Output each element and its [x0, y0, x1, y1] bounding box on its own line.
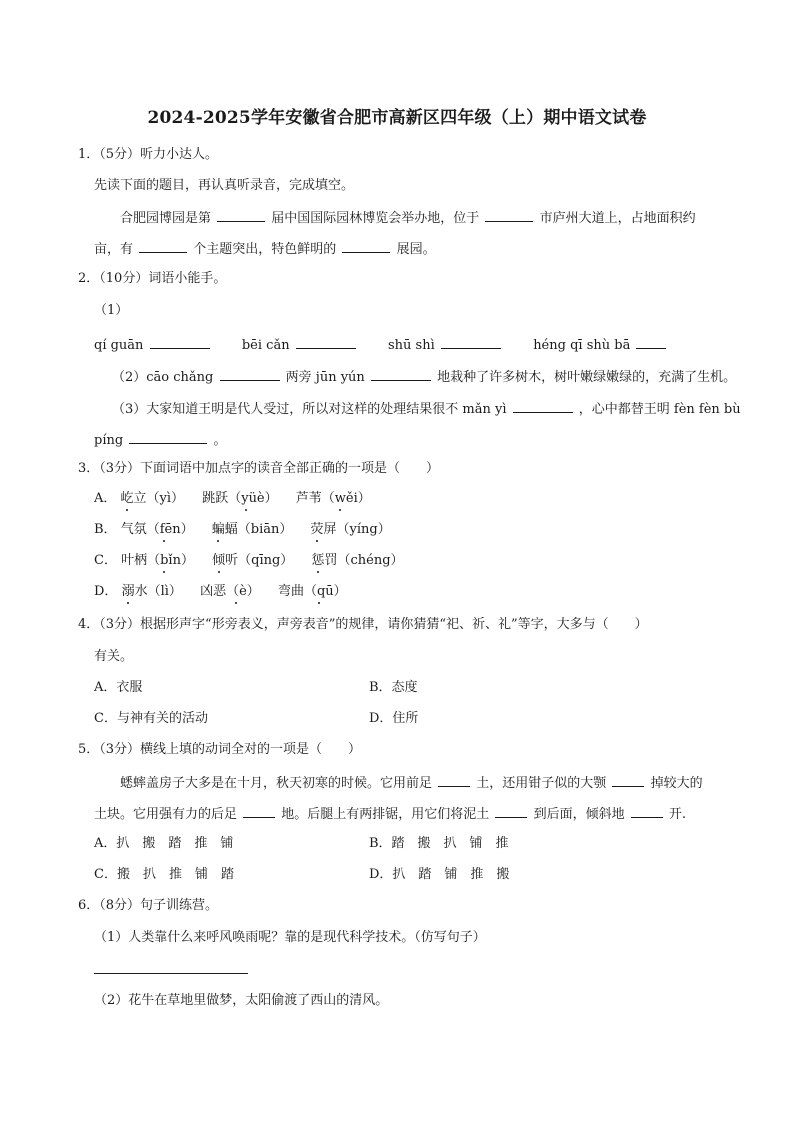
text-segment: （3）大家知道王明是代人受过，所以对这样的处理结果很不 mǎn yì — [112, 402, 507, 417]
question-1-heading: 1．（5分）听力小达人。 — [78, 147, 219, 162]
text-segment: píng — [94, 433, 124, 448]
option-word: 芦 — [295, 491, 309, 506]
option-word: 跳 — [202, 491, 216, 506]
answer-blank[interactable] — [438, 774, 470, 787]
option-word: 屏（yíng） — [323, 522, 391, 537]
option-c[interactable]: C．与神有关的活动 — [94, 711, 208, 726]
question-6-sub-1: （1）人类靠什么来呼风唤雨呢？靠的是现代科学技术。（仿写句子） — [94, 930, 486, 945]
text-segment: 市庐州大道上，占地面积约 — [539, 211, 696, 226]
text-segment: 届中国国际园林博览会举办地，位于 — [271, 211, 480, 226]
option-d[interactable]: D．住所 — [369, 711, 419, 726]
question-2-sub-1: （1） — [94, 303, 129, 318]
question-5-heading: 5．（3分）横线上填的动词全对的一项是（ ） — [78, 742, 362, 757]
option-label: A． — [94, 491, 117, 506]
option-word: 听（qīng） — [225, 553, 294, 568]
text-segment: 开. — [668, 807, 687, 822]
pinyin-prompt: qí guān — [94, 338, 144, 353]
option-word: 立（yì） — [133, 491, 185, 506]
option-word: 弯 — [277, 584, 291, 599]
text-segment: ，心中都替王明 fèn fèn bù — [578, 402, 741, 417]
dotted-char: 溺 — [121, 584, 135, 599]
question-6-heading: 6．（8分）句子训练营。 — [78, 898, 219, 913]
text-segment: 土，还用钳子似的大颚 — [476, 776, 607, 791]
text-segment: 展园。 — [396, 242, 436, 257]
dotted-char: 氛（fēn） — [133, 522, 194, 537]
text-segment: 掉较大的 — [650, 776, 703, 791]
pinyin-prompt: bēi cǎn — [241, 338, 290, 353]
option-word: 凶 — [200, 584, 214, 599]
question-3-heading: 3．（3分）下面词语中加点字的读音全部正确的一项是（ ） — [78, 461, 440, 476]
question-2-sub-2 — [112, 368, 736, 386]
answer-blank[interactable] — [495, 805, 527, 818]
answer-blank[interactable] — [150, 336, 210, 349]
dotted-char: 曲（qū） — [290, 584, 347, 599]
option-a[interactable] — [94, 491, 371, 507]
answer-blank[interactable] — [217, 209, 265, 222]
answer-blank[interactable] — [296, 336, 356, 349]
option-c[interactable] — [94, 553, 404, 569]
option-b[interactable] — [94, 522, 391, 538]
question-5-passage-1 — [120, 774, 703, 792]
dotted-char: 跃（yüè） — [215, 491, 278, 506]
text-segment: 个主题突出，特色鲜明的 — [193, 242, 337, 257]
answer-blank[interactable] — [371, 368, 431, 381]
option-label: C． — [94, 553, 117, 568]
question-1-instruction: 先读下面的题目，再认真听录音，完成填空。 — [94, 178, 355, 193]
text-segment: 地。后腿上有两排锯，用它们将泥土 — [281, 807, 490, 822]
text-segment: （2）cāo chǎng — [112, 370, 214, 385]
option-a[interactable]: A．衣服 — [94, 680, 143, 695]
option-d[interactable]: D．扒 踏 铺 推 搬 — [369, 867, 510, 882]
text-segment: 到后面，倾斜地 — [533, 807, 625, 822]
question-1-line-1 — [120, 209, 696, 227]
option-b[interactable]: B．态度 — [369, 680, 418, 695]
answer-blank[interactable] — [485, 209, 533, 222]
text-segment: 地栽种了许多树木，树叶嫩绿嫩绿的，充满了生机。 — [437, 370, 737, 385]
option-label: B． — [94, 522, 117, 537]
option-a[interactable]: A．扒 搬 踏 推 铺 — [94, 836, 234, 851]
answer-blank[interactable] — [129, 431, 207, 444]
answer-blank[interactable] — [631, 805, 663, 818]
question-2-heading: 2．（10分）词语小能手。 — [78, 271, 227, 286]
pinyin-prompt: héng qī shù bā — [533, 338, 631, 353]
question-2-sub-3 — [112, 400, 741, 418]
answer-line[interactable] — [94, 973, 248, 974]
option-label: D． — [94, 584, 118, 599]
dotted-char: 苇（wěi） — [308, 491, 371, 506]
text-segment: 亩，有 — [94, 242, 134, 257]
question-6-sub-2: （2）花牛在草地里做梦，太阳偷渡了西山的清风。 — [94, 993, 389, 1008]
dotted-char: 恶（è） — [213, 584, 260, 599]
dotted-char: 柄（bǐn） — [134, 553, 194, 568]
text-segment: 两旁 jūn yún — [285, 370, 365, 385]
question-2-pinyin-row — [94, 336, 668, 354]
option-c[interactable]: C．搬 扒 推 铺 踏 — [94, 867, 234, 882]
option-word: 叶 — [121, 553, 135, 568]
question-2-sub-3-cont — [94, 431, 226, 449]
answer-blank[interactable] — [636, 336, 666, 349]
option-word: 气 — [120, 522, 134, 537]
text-segment: 土块。它用强有力的后足 — [94, 807, 238, 822]
option-word: 蝠（biān） — [224, 522, 293, 537]
answer-blank[interactable] — [612, 774, 644, 787]
answer-blank[interactable] — [139, 240, 187, 253]
dotted-char: 惩 — [311, 553, 325, 568]
option-d[interactable] — [94, 584, 347, 600]
pinyin-prompt: shū shì — [388, 338, 435, 353]
question-4-heading: 4．（3分）根据形声字“形旁表义，声旁表音”的规律，请你猜猜“祀、祈、礼”等字，大多与（ ） — [78, 617, 648, 632]
option-b[interactable]: B．踏 搬 扒 铺 推 — [369, 836, 509, 851]
answer-blank[interactable] — [342, 240, 390, 253]
dotted-char: 蝙 — [211, 522, 225, 537]
question-4-cont: 有关。 — [94, 649, 134, 664]
answer-blank[interactable] — [243, 805, 275, 818]
question-1-line-2 — [94, 240, 436, 258]
dotted-char: 倾 — [212, 553, 226, 568]
exam-title: 2024-2025学年安徽省合肥市高新区四年级（上）期中语文试卷 — [147, 108, 647, 128]
text-segment: 。 — [213, 433, 227, 448]
answer-blank[interactable] — [220, 368, 280, 381]
option-word: 罚（chéng） — [324, 553, 404, 568]
text-segment: 蟋蟀盖房子大多是在十月，秋天初寒的时候。它用前足 — [120, 776, 433, 791]
dotted-char: 屹 — [120, 491, 134, 506]
dotted-char: 荧 — [310, 522, 324, 537]
text-segment: 合肥园博园是第 — [120, 211, 212, 226]
answer-blank[interactable] — [441, 336, 501, 349]
question-5-passage-2 — [94, 805, 686, 823]
answer-blank[interactable] — [513, 400, 573, 413]
option-word: 水（lì） — [134, 584, 182, 599]
